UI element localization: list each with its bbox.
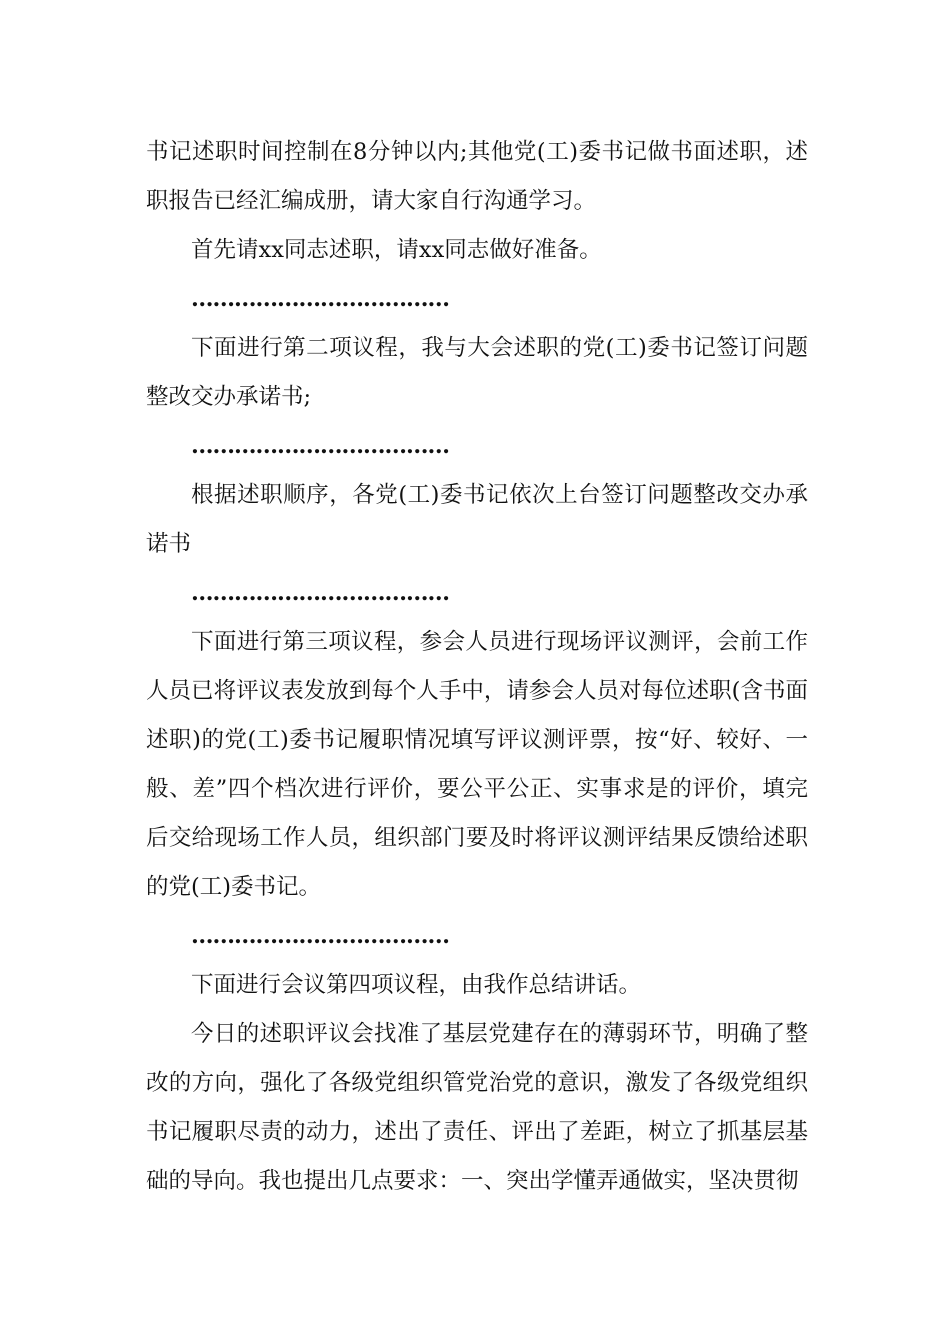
document-body: [146, 128, 808, 1206]
ellipsis-separator: ………………………………: [191, 580, 449, 606]
ellipsis-separator: ………………………………: [191, 286, 449, 312]
paragraph: 今日的述职评议会找准了基层党建存在的薄弱环节，明确了整改的方向，强化了各级党组织管党治党的意识，激发了各级党组织书记履职尽责的动力，述出了责任、评出了差距，树立了抓基层基础的导向。我也提出几点要求：一、突出学懂弄通做实，坚决贯彻: [146, 1021, 808, 1194]
paragraph: 下面进行会议第四项议程，由我作总结讲话。: [191, 972, 642, 998]
paragraph: 根据述职顺序，各党(工)委书记依次上台签订问题整改交办承诺书: [146, 482, 808, 557]
paragraph: 下面进行第二项议程，我与大会述职的党(工)委书记签订问题整改交办承诺书;: [146, 335, 808, 410]
ellipsis-separator: ………………………………: [191, 923, 449, 949]
paragraph: 首先请xx同志述职，请xx同志做好准备。: [191, 237, 602, 263]
ellipsis-separator: ………………………………: [191, 433, 449, 459]
paragraph: 下面进行第三项议程，参会人员进行现场评议测评，会前工作人员已将评议表发放到每个人手中，请参会人员对每位述职(含书面述职)的党(工)委书记履职情况填写评议测评票，按“好、较好、一般、差”四个档次进行评价，要公平公正、实事求是的评价，填完后交给现场工作人员，组织部门要及时将评议测评结果反馈给述职的党(工)委书记。: [146, 629, 808, 900]
paragraph-continued: 书记述职时间控制在8分钟以内;其他党(工)委书记做书面述职，述职报告已经汇编成册，请大家自行沟通学习。: [146, 139, 808, 214]
